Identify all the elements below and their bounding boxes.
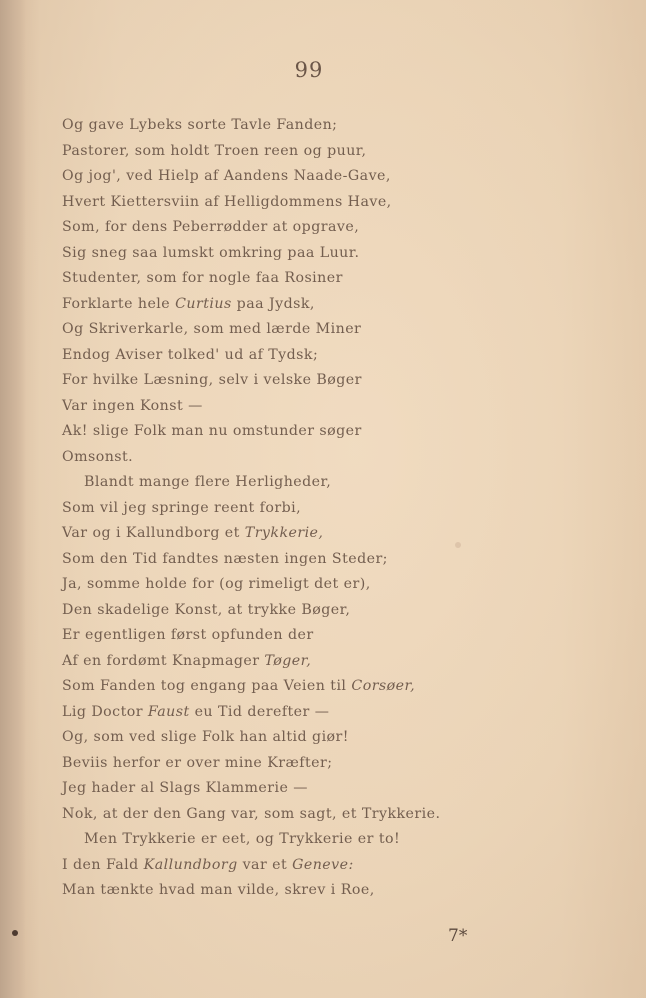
line-text: Af en fordømt Knapmager: [62, 652, 265, 669]
page-gutter: [0, 0, 26, 998]
line-text: Nok, at der den Gang var, som sagt, et Trykkerie.: [62, 805, 441, 822]
poem-line: [62, 700, 582, 726]
line-text: Jeg hader al Slags Klammerie —: [62, 780, 308, 796]
line-text: Pastorer, som holdt Troen reen og puur,: [62, 142, 367, 159]
line-text: Var ingen Konst —: [62, 397, 203, 414]
gutter-ink-spot: [12, 930, 18, 936]
italic-word: Geneve:: [292, 856, 354, 873]
poem-line: [62, 241, 582, 267]
line-text: Ak! slige Folk man nu omstunder søger: [62, 423, 362, 439]
poem-line: [62, 343, 582, 369]
line-text: Og gave Lybeks sorte Tavle Fanden;: [62, 117, 338, 133]
poem-line: [62, 751, 582, 777]
poem-line: [62, 394, 582, 420]
line-text: Den skadelige Konst, at trykke Bøger,: [62, 601, 351, 618]
line-text: Var og i Kallundborg et: [62, 525, 245, 541]
poem-line: [62, 521, 582, 547]
line-text: Lig Doctor: [62, 703, 148, 720]
poem-line: [62, 649, 582, 675]
line-text: Endog Aviser tolked' ud af Tydsk;: [62, 346, 319, 363]
poem-line: [62, 623, 582, 649]
poem-line: [62, 215, 582, 241]
poem-line: [62, 598, 582, 624]
line-text: Og jog', ved Hielp af Aandens Naade-Gave,: [62, 168, 391, 184]
line-text: eu Tid derefter —: [189, 703, 330, 720]
page-number: 99: [294, 58, 324, 82]
line-text: Ja, somme holde for (og rimeligt det er),: [62, 576, 371, 592]
italic-word: Trykkerie,: [244, 525, 324, 541]
line-text: I den Fald: [62, 856, 144, 873]
poem-line: [62, 317, 582, 343]
line-text: Hvert Kiettersviin af Helligdommens Have,: [62, 193, 392, 210]
poem-line: [62, 470, 582, 496]
italic-word: Kallundborg: [143, 856, 238, 873]
line-text: For hvilke Læsning, selv i velske Bøger: [62, 372, 362, 388]
poem-line: [62, 853, 582, 879]
poem-line: [62, 827, 582, 853]
italic-word: Curtius: [175, 295, 232, 312]
poem-line: [62, 725, 582, 751]
line-text: Man tænkte hvad man vilde, skrev i Roe,: [62, 882, 375, 898]
line-text: Men Trykkerie er eet, og Trykkerie er to!: [84, 831, 401, 847]
poem-line: [62, 292, 582, 318]
poem-text: [62, 113, 582, 904]
poem-line: [62, 802, 582, 828]
poem-line: [62, 266, 582, 292]
italic-word: Tøger,: [264, 652, 312, 669]
poem-line: [62, 776, 582, 802]
poem-line: [62, 164, 582, 190]
line-text: paa Jydsk,: [231, 295, 315, 312]
line-text: Beviis herfor er over mine Kræfter;: [62, 754, 333, 771]
line-text: Forklarte hele: [62, 295, 176, 312]
poem-line: [62, 572, 582, 598]
italic-word: Faust: [147, 703, 190, 720]
line-text: Blandt mange flere Herligheder,: [84, 474, 332, 490]
line-text: Som vil jeg springe reent forbi,: [62, 499, 302, 516]
line-text: Er egentligen først opfunden der: [62, 627, 314, 643]
line-text: Som Fanden tog engang paa Veien til: [62, 678, 352, 694]
printer-signature-mark: 7*: [448, 926, 468, 946]
poem-line: [62, 547, 582, 573]
line-text: Sig sneg saa lumskt omkring paa Luur.: [62, 244, 360, 261]
italic-word: Corsøer,: [351, 678, 416, 694]
poem-line: [62, 419, 582, 445]
poem-line: [62, 496, 582, 522]
line-text: var et: [237, 856, 293, 873]
line-text: Som, for dens Peberrødder at opgrave,: [62, 219, 360, 235]
line-text: Og, som ved slige Folk han altid giør!: [62, 729, 349, 745]
poem-line: [62, 190, 582, 216]
poem-line: [62, 368, 582, 394]
poem-line: [62, 113, 582, 139]
line-text: Som den Tid fandtes næsten ingen Steder;: [62, 550, 388, 567]
poem-line: [62, 878, 582, 904]
line-text: Og Skriverkarle, som med lærde Miner: [62, 321, 362, 337]
line-text: Studenter, som for nogle faa Rosiner: [62, 270, 343, 286]
poem-line: [62, 674, 582, 700]
poem-line: [62, 445, 582, 471]
line-text: Omsonst.: [62, 448, 134, 465]
poem-line: [62, 139, 582, 165]
